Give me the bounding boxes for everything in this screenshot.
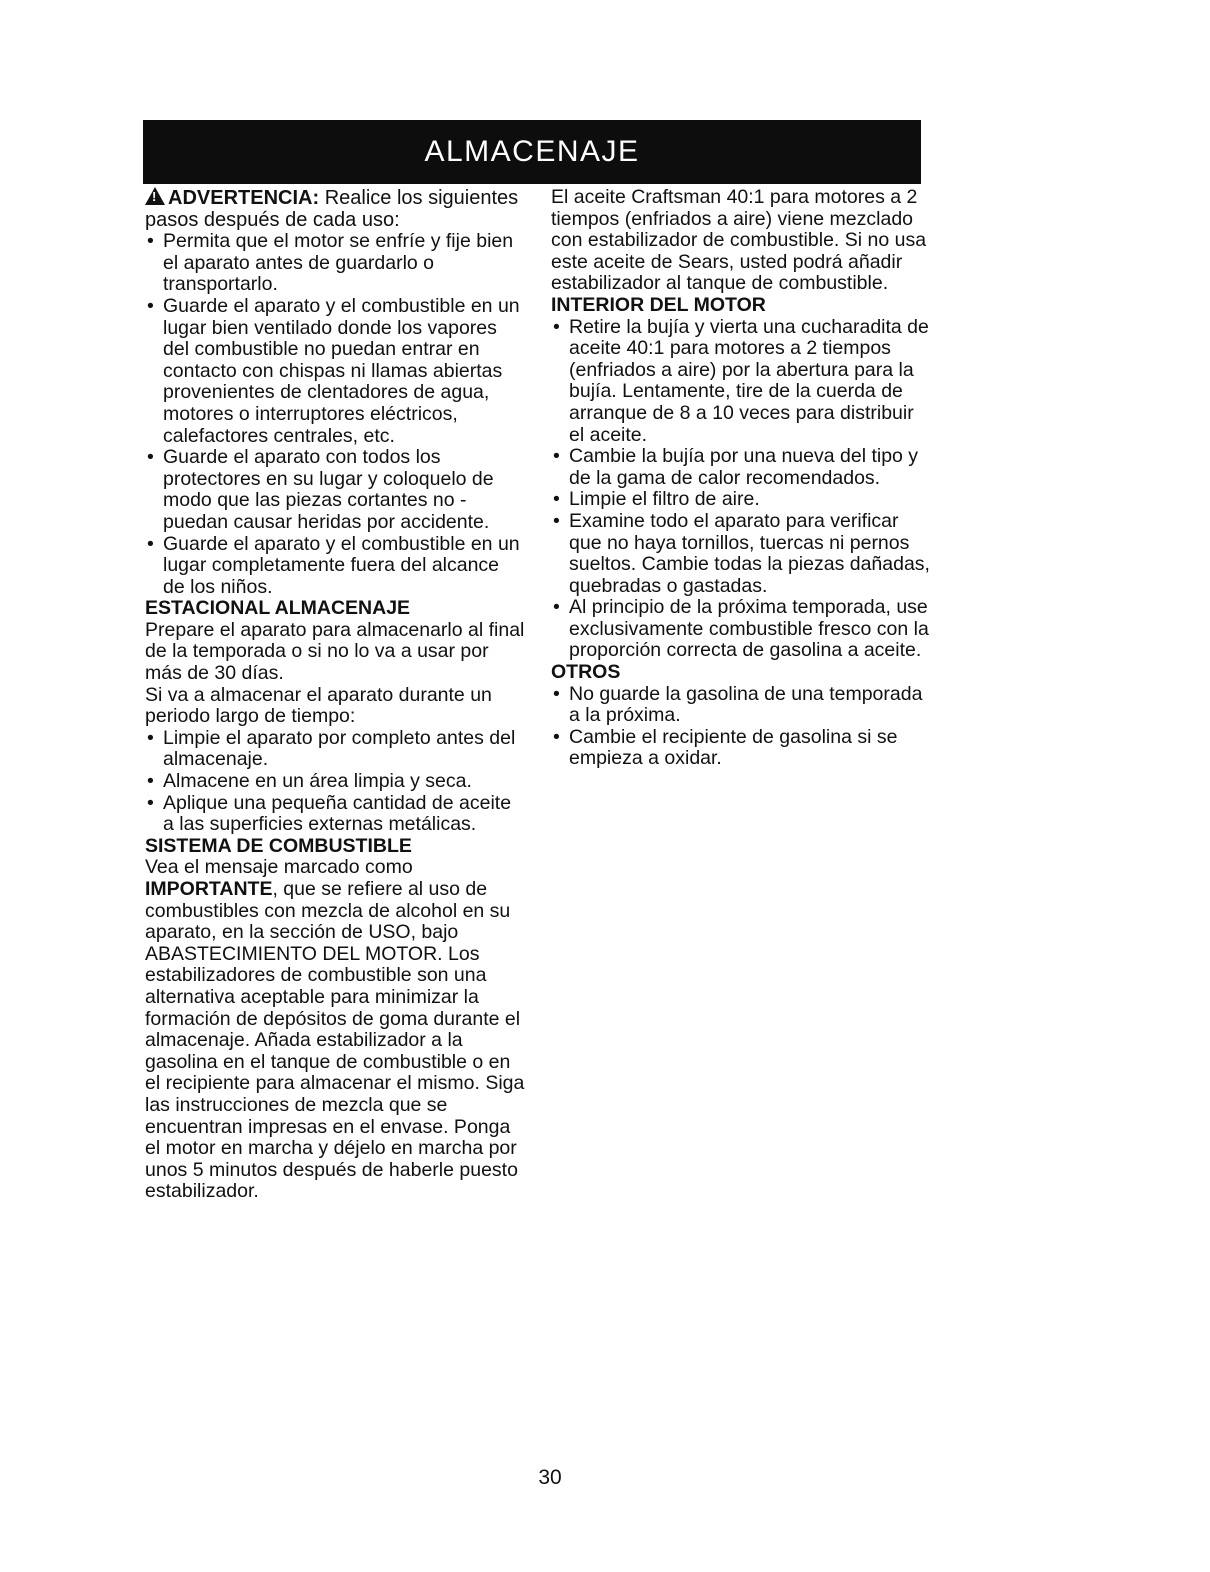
list-item: • Limpie el aparato por completo antes del almacenaje.	[145, 728, 525, 771]
list-item: • Aplique una pequeña cantidad de aceite a las superficies externas metálicas.	[145, 793, 525, 836]
list-item: • Limpie el filtro de aire.	[551, 489, 931, 511]
section-header	[143, 120, 921, 184]
warning-list	[145, 231, 525, 598]
list-item: • Cambie la bujía por una nueva del tipo y de la gama de calor recomendados.	[551, 446, 931, 489]
seasonal-paragraph: Prepare el aparato para almacenarlo al final de la temporada o si no lo va a usar por más de 30 días.	[145, 618, 525, 685]
list-item: • Cambie el recipiente de gasolina si se empieza a oxidar.	[551, 727, 931, 770]
engine-list	[551, 317, 931, 663]
page-number: 30	[538, 1466, 562, 1489]
list-item: • No guarde la gasolina de una temporada a la próxima.	[551, 684, 931, 727]
fuel-text-after: , que se refiere al uso de combustibles con mezcla de alcohol en su aparato, en la sección de USO, bajo ABASTECIMIENTO DEL MOTOR. Los estabilizadores de combustible son una alternativa aceptable para minimizar la formación de depósitos de goma durante el almacenaje. Añada estabilizador a la gasolina en el tanque de combustible o en el recipiente para almacenar el mismo. Siga las instrucciones de mezcla que se encuentran impresas en el envase. Ponga el motor en marcha y déjelo en marcha por unos 5 minutos después de haberle puesto estabilizador.	[145, 878, 525, 1203]
list-item: • Permita que el motor se enfríe y fije bien el aparato antes de guardarlo o transportarlo.	[145, 231, 525, 296]
fuel-paragraph	[145, 857, 525, 1203]
fuel-text-before: Vea el mensaje marcado como	[145, 856, 413, 879]
fuel-heading: SISTEMA DE COMBUSTIBLE	[145, 834, 412, 857]
right-column	[551, 187, 931, 770]
warning-block	[145, 187, 525, 231]
warning-label: ADVERTENCIA:	[168, 187, 320, 209]
warning-text: Realice los siguientes pasos después de cada uso:	[145, 187, 519, 231]
left-column	[145, 187, 525, 1203]
engine-heading: INTERIOR DEL MOTOR	[551, 293, 766, 316]
seasonal-heading: ESTACIONAL ALMACENAJE	[145, 597, 411, 620]
list-item: • Al principio de la próxima temporada, use exclusivamente combustible fresco con la proporción correcta de gasolina a aceite.	[551, 597, 931, 662]
seasonal-paragraph: Si va a almacenar el aparato durante un periodo largo de tiempo:	[145, 683, 492, 728]
list-item: • Guarde el aparato y el combustible en un lugar completamente fuera del alcance de los niños.	[145, 534, 525, 599]
list-item: • Guarde el aparato con todos los protectores en su lugar y coloquelo de modo que las piezas cortantes no - puedan causar heridas por accidente.	[145, 447, 525, 533]
fuel-paragraph-2: El aceite Craftsman 40:1 para motores a 2 tiempos (enfriados a aire) viene mezclado con estabilizador de combustible. Si no usa este aceite de Sears, usted podrá añadir estabilizador al tanque de combustible.	[551, 186, 927, 295]
list-item: • Retire la bujía y vierta una cucharadita de aceite 40:1 para motores a 2 tiempos (enfriados a aire) por la abertura para la bujía. Lentamente, tire de la cuerda de arranque de 8 a 10 veces para distribuir el aceite.	[551, 317, 931, 447]
seasonal-list	[145, 728, 525, 836]
others-heading: OTROS	[551, 661, 621, 684]
warning-triangle-icon	[145, 187, 165, 205]
section-title: ALMACENAJE	[424, 135, 640, 168]
important-label: IMPORTANTE	[145, 878, 273, 900]
list-item: • Guarde el aparato y el combustible en un lugar bien ventilado donde los vapores del combustible no puedan entrar en contacto con chispas ni llamas abiertas provenientes de clentadores de agua, motores o interruptores eléctricos, calefactores centrales, etc.	[145, 296, 525, 447]
list-item: • Almacene en un área limpia y seca.	[145, 771, 525, 793]
others-list	[551, 684, 931, 770]
list-item: • Examine todo el aparato para verificar que no haya tornillos, tuercas ni pernos sueltos. Cambie todas la piezas dañadas, quebradas o gastadas.	[551, 511, 931, 597]
